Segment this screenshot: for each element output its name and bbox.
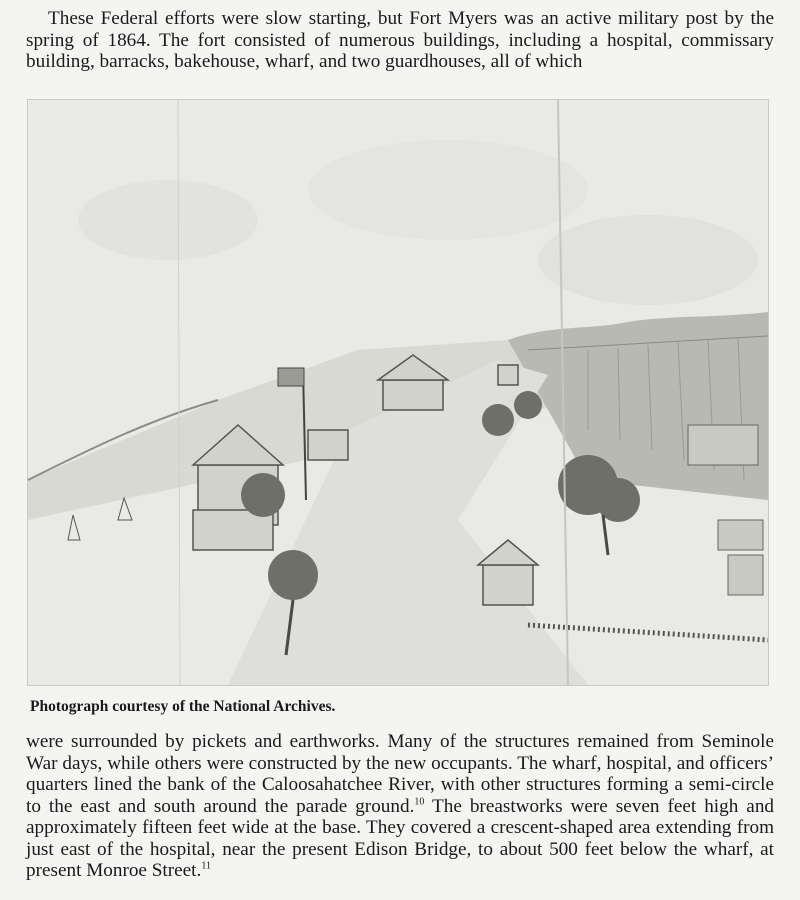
fort-myers-sketch-image [27,99,769,686]
paragraph-text-part2: The breastworks were seven feet high and approximately fifteen feet wide at the base. They covered a crescent-shaped area extending from just east of the hospital, near the present Edison Bridge, to about 500 feet below the wharf, at present Monroe Street. [26,795,775,881]
body-paragraph-bottom [26,731,774,882]
body-paragraph-top: These Federal efforts were slow starting, but Fort Myers was an active military post by the spring of 1864. The fort consisted of numerous buildings, including a hospital, commissary building, barracks, bakehouse, wharf, and two guardhouses, all of which [26,8,774,72]
footnote-ref-11[interactable]: 11 [201,860,211,872]
figure-caption: Photograph courtesy of the National Archives. [30,698,336,715]
paragraph-text-part1: were surrounded by pickets and earthworks. Many of the structures remained from Seminole War days, while others were constructed by the new occupants. The wharf, hospital, and officers’ quarters lined the bank of the Caloosahatchee River, with other structures forming a semi-circle to the east and south around the parade ground. [26,731,774,817]
pencil-sketch-illustration [28,100,768,685]
footnote-ref-10[interactable]: 10 [414,796,425,808]
